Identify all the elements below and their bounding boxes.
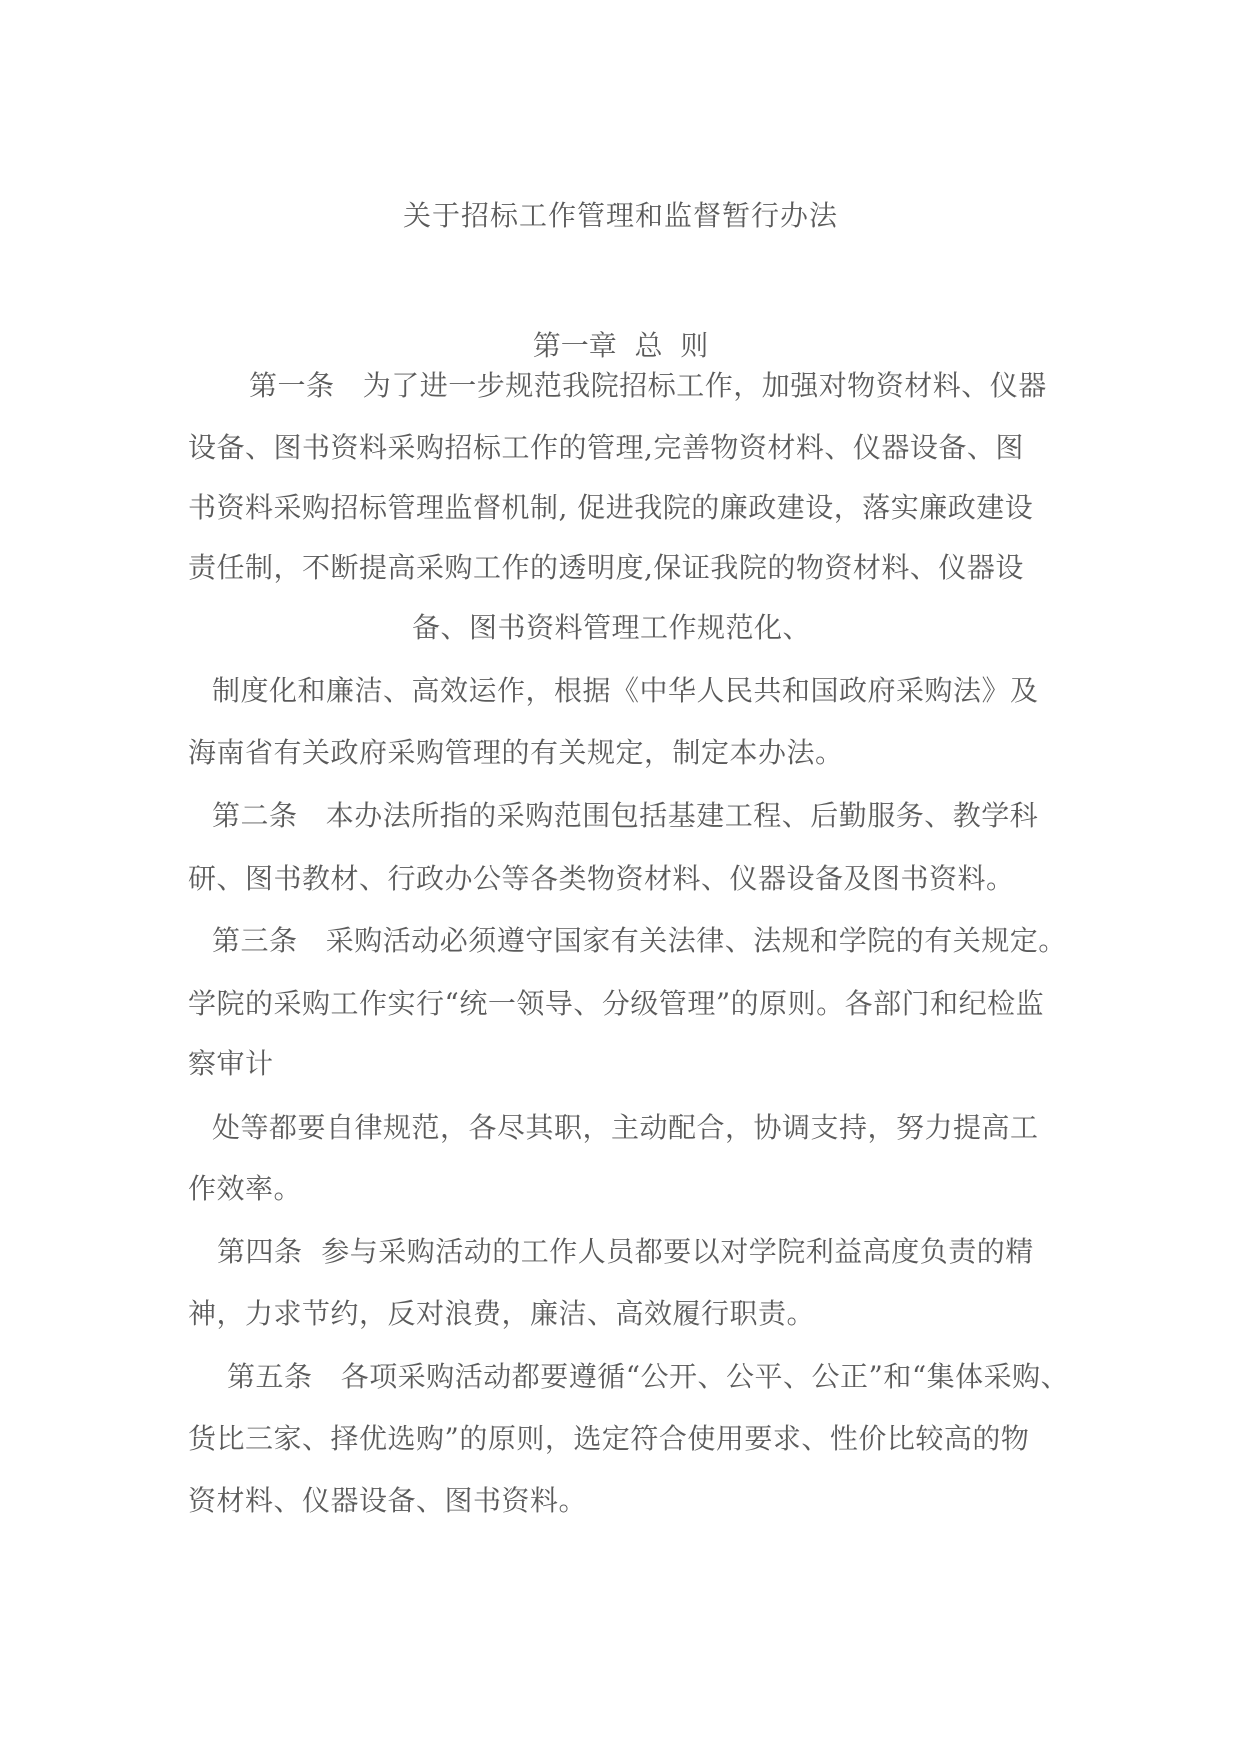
text-line: 察审计 [188,1047,274,1080]
text-line: 作效率。 [188,1172,303,1205]
text-line: 第五条 各项采购活动都要遵循“公开、公平、公正”和“集体采购、 [227,1360,1070,1393]
text-line: 第四条 参与采购活动的工作人员都要以对学院利益高度负责的精 [217,1235,1034,1268]
text-line: 资材料、仪器设备、图书资料。 [188,1484,588,1517]
text-line: 第三条 采购活动必须遵守国家有关法律、法规和学院的有关规定。 [212,924,1067,957]
text-line: 神，力求节约，反对浪费，廉洁、高效履行职责。 [188,1297,816,1330]
text-line: 备、图书资料管理工作规范化、 [412,611,812,644]
text-line: 设备、图书资料采购招标工作的管理,完善物资材料、仪器设备、图 [188,431,1024,464]
text-line: 货比三家、择优选购”的原则，选定符合使用要求、性价比较高的物 [188,1422,1030,1455]
text-line: 第二条 本办法所指的采购范围包括基建工程、后勤服务、教学科 [212,799,1039,832]
text-line: 学院的采购工作实行“统一领导、分级管理”的原则。各部门和纪检监 [188,987,1045,1020]
text-line: 书资料采购招标管理监督机制, 促进我院的廉政建设，落实廉政建设 [188,491,1034,524]
text-line: 制度化和廉洁、高效运作，根据《中华人民共和国政府采购法》及 [212,674,1039,707]
text-line: 处等都要自律规范，各尽其职，主动配合，协调支持，努力提高工 [212,1111,1039,1144]
text-line: 海南省有关政府采购管理的有关规定，制定本办法。 [188,736,844,769]
text-line: 研、图书教材、行政办公等各类物资材料、仪器设备及图书资料。 [188,862,1015,895]
document-title: 关于招标工作管理和监督暂行办法 [402,199,838,232]
text-line: 第一条 为了进一步规范我院招标工作，加强对物资材料、仪器 [249,369,1047,402]
text-line: 责任制，不断提高采购工作的透明度,保证我院的物资材料、仪器设 [188,551,1024,584]
chapter-title: 第一章 总 则 [532,329,709,362]
